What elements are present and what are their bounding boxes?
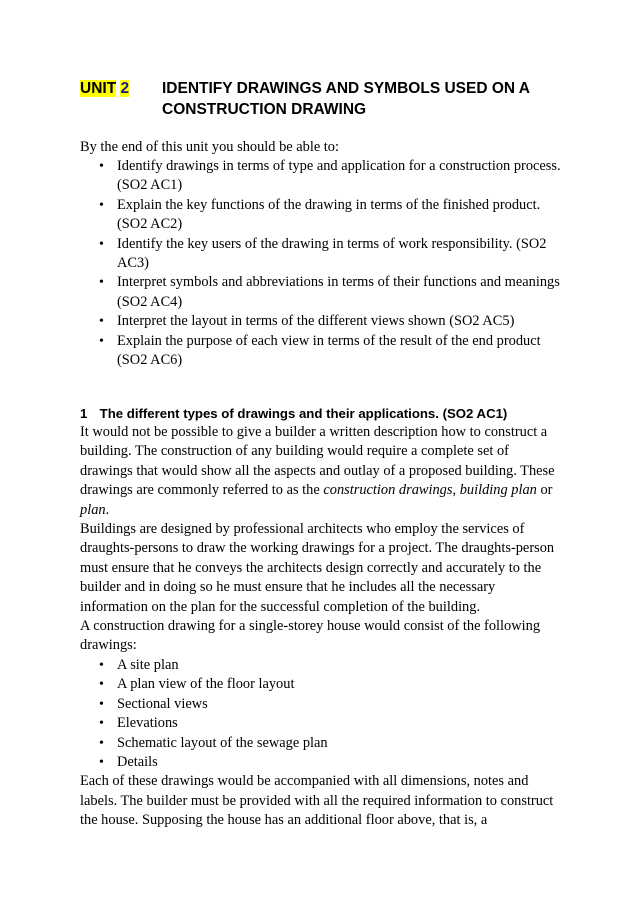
paragraph-text: , — [452, 482, 460, 499]
bullet-icon: • — [99, 735, 104, 751]
section-body — [80, 423, 565, 831]
bullet-icon: • — [99, 197, 104, 213]
bullet-icon: • — [99, 716, 104, 732]
bullet-icon: • — [99, 754, 104, 770]
intro-text: By the end of this unit you should be able to: — [80, 139, 340, 155]
paragraph-dimensions: Each of these drawings would be accompanied with all dimensions, notes and labels. The builder must be provided with all the required information to construct the house. Supposing the house has an additional floor above, that is, a — [80, 773, 554, 829]
paragraph-text: or — [536, 482, 553, 499]
bullet-icon: • — [99, 275, 104, 291]
drawing-type-text: Schematic layout of the sewage plan — [117, 734, 328, 751]
list-item — [80, 312, 565, 331]
unit-title-line-2: CONSTRUCTION DRAWING — [162, 101, 367, 118]
bullet-icon: • — [99, 236, 104, 252]
paragraph-architects: Buildings are designed by professional architects who employ the services of draughts-persons to draw the working drawings for a project. The draughts-person must ensure that he conveys the architects design correctly and accurately to the builder and in doing so he must ensure that he includes all the necessary information on the plan for the successful completion of the building. — [80, 521, 555, 615]
list-item — [80, 675, 565, 694]
list-item — [80, 714, 565, 733]
bullet-icon: • — [99, 159, 104, 174]
section-title: The different types of drawings and their applications. (SO2 AC1) — [99, 406, 508, 421]
list-item — [80, 734, 565, 753]
list-item — [80, 656, 565, 675]
unit-label — [80, 78, 162, 99]
section-heading — [80, 404, 580, 423]
paragraph-text: . — [105, 501, 110, 518]
drawing-type-text: Sectional views — [117, 695, 208, 712]
drawing-type-text: A plan view of the floor layout — [117, 676, 295, 693]
outcomes-list-container — [80, 157, 565, 370]
emphasis-text: plan — [80, 501, 106, 518]
unit-word: UNIT — [80, 80, 117, 97]
paragraph-construction-drawings — [80, 423, 565, 520]
paragraph-single-storey: A construction drawing for a single-storey house would consist of the following drawings: — [80, 618, 541, 654]
list-item — [80, 753, 565, 772]
emphasis-text: building plan — [459, 482, 537, 499]
drawing-type-text: Details — [117, 753, 158, 770]
list-item — [80, 235, 565, 274]
section-number: 1 — [80, 406, 88, 421]
outcome-text: Explain the purpose of each view in terms of the result of the end product (SO2 AC6) — [117, 332, 541, 369]
unit-number: 2 — [120, 80, 130, 97]
list-item — [80, 196, 565, 235]
list-item — [80, 273, 565, 312]
paragraph-text: It would not be possible to give a builder a written description how to construct a building. The construction of any building would require a complete set of drawings that would show all the aspects and outlay of a proposed building. These drawings are commonly referred to as the — [80, 424, 555, 499]
unit-title-line-1: IDENTIFY DRAWINGS AND SYMBOLS USED ON A — [162, 80, 531, 97]
outcome-text: Explain the key functions of the drawing in terms of the finished product. (SO2 AC2) — [117, 196, 541, 233]
bullet-icon: • — [99, 314, 104, 330]
list-item — [80, 332, 565, 371]
drawings-list — [80, 656, 565, 772]
outcomes-list — [80, 157, 565, 370]
bullet-icon: • — [99, 657, 104, 673]
drawing-type-text: A site plan — [117, 656, 179, 673]
outcome-text: Interpret the layout in terms of the different views shown (SO2 AC5) — [117, 313, 515, 330]
bullet-icon: • — [99, 696, 104, 712]
list-item — [80, 157, 565, 196]
drawing-type-text: Elevations — [117, 715, 178, 732]
list-item — [80, 695, 565, 714]
outcome-text: Identify drawings in terms of type and application for a construction process. (SO2 AC1) — [117, 158, 561, 194]
outcome-text: Identify the key users of the drawing in terms of work responsibility. (SO2 AC3) — [117, 235, 547, 272]
bullet-icon: • — [99, 677, 104, 693]
emphasis-text: construction drawings — [323, 482, 453, 499]
unit-heading — [80, 78, 600, 120]
bullet-icon: • — [99, 333, 104, 349]
outcome-text: Interpret symbols and abbreviations in terms of their functions and meanings (SO2 AC4) — [117, 274, 560, 310]
